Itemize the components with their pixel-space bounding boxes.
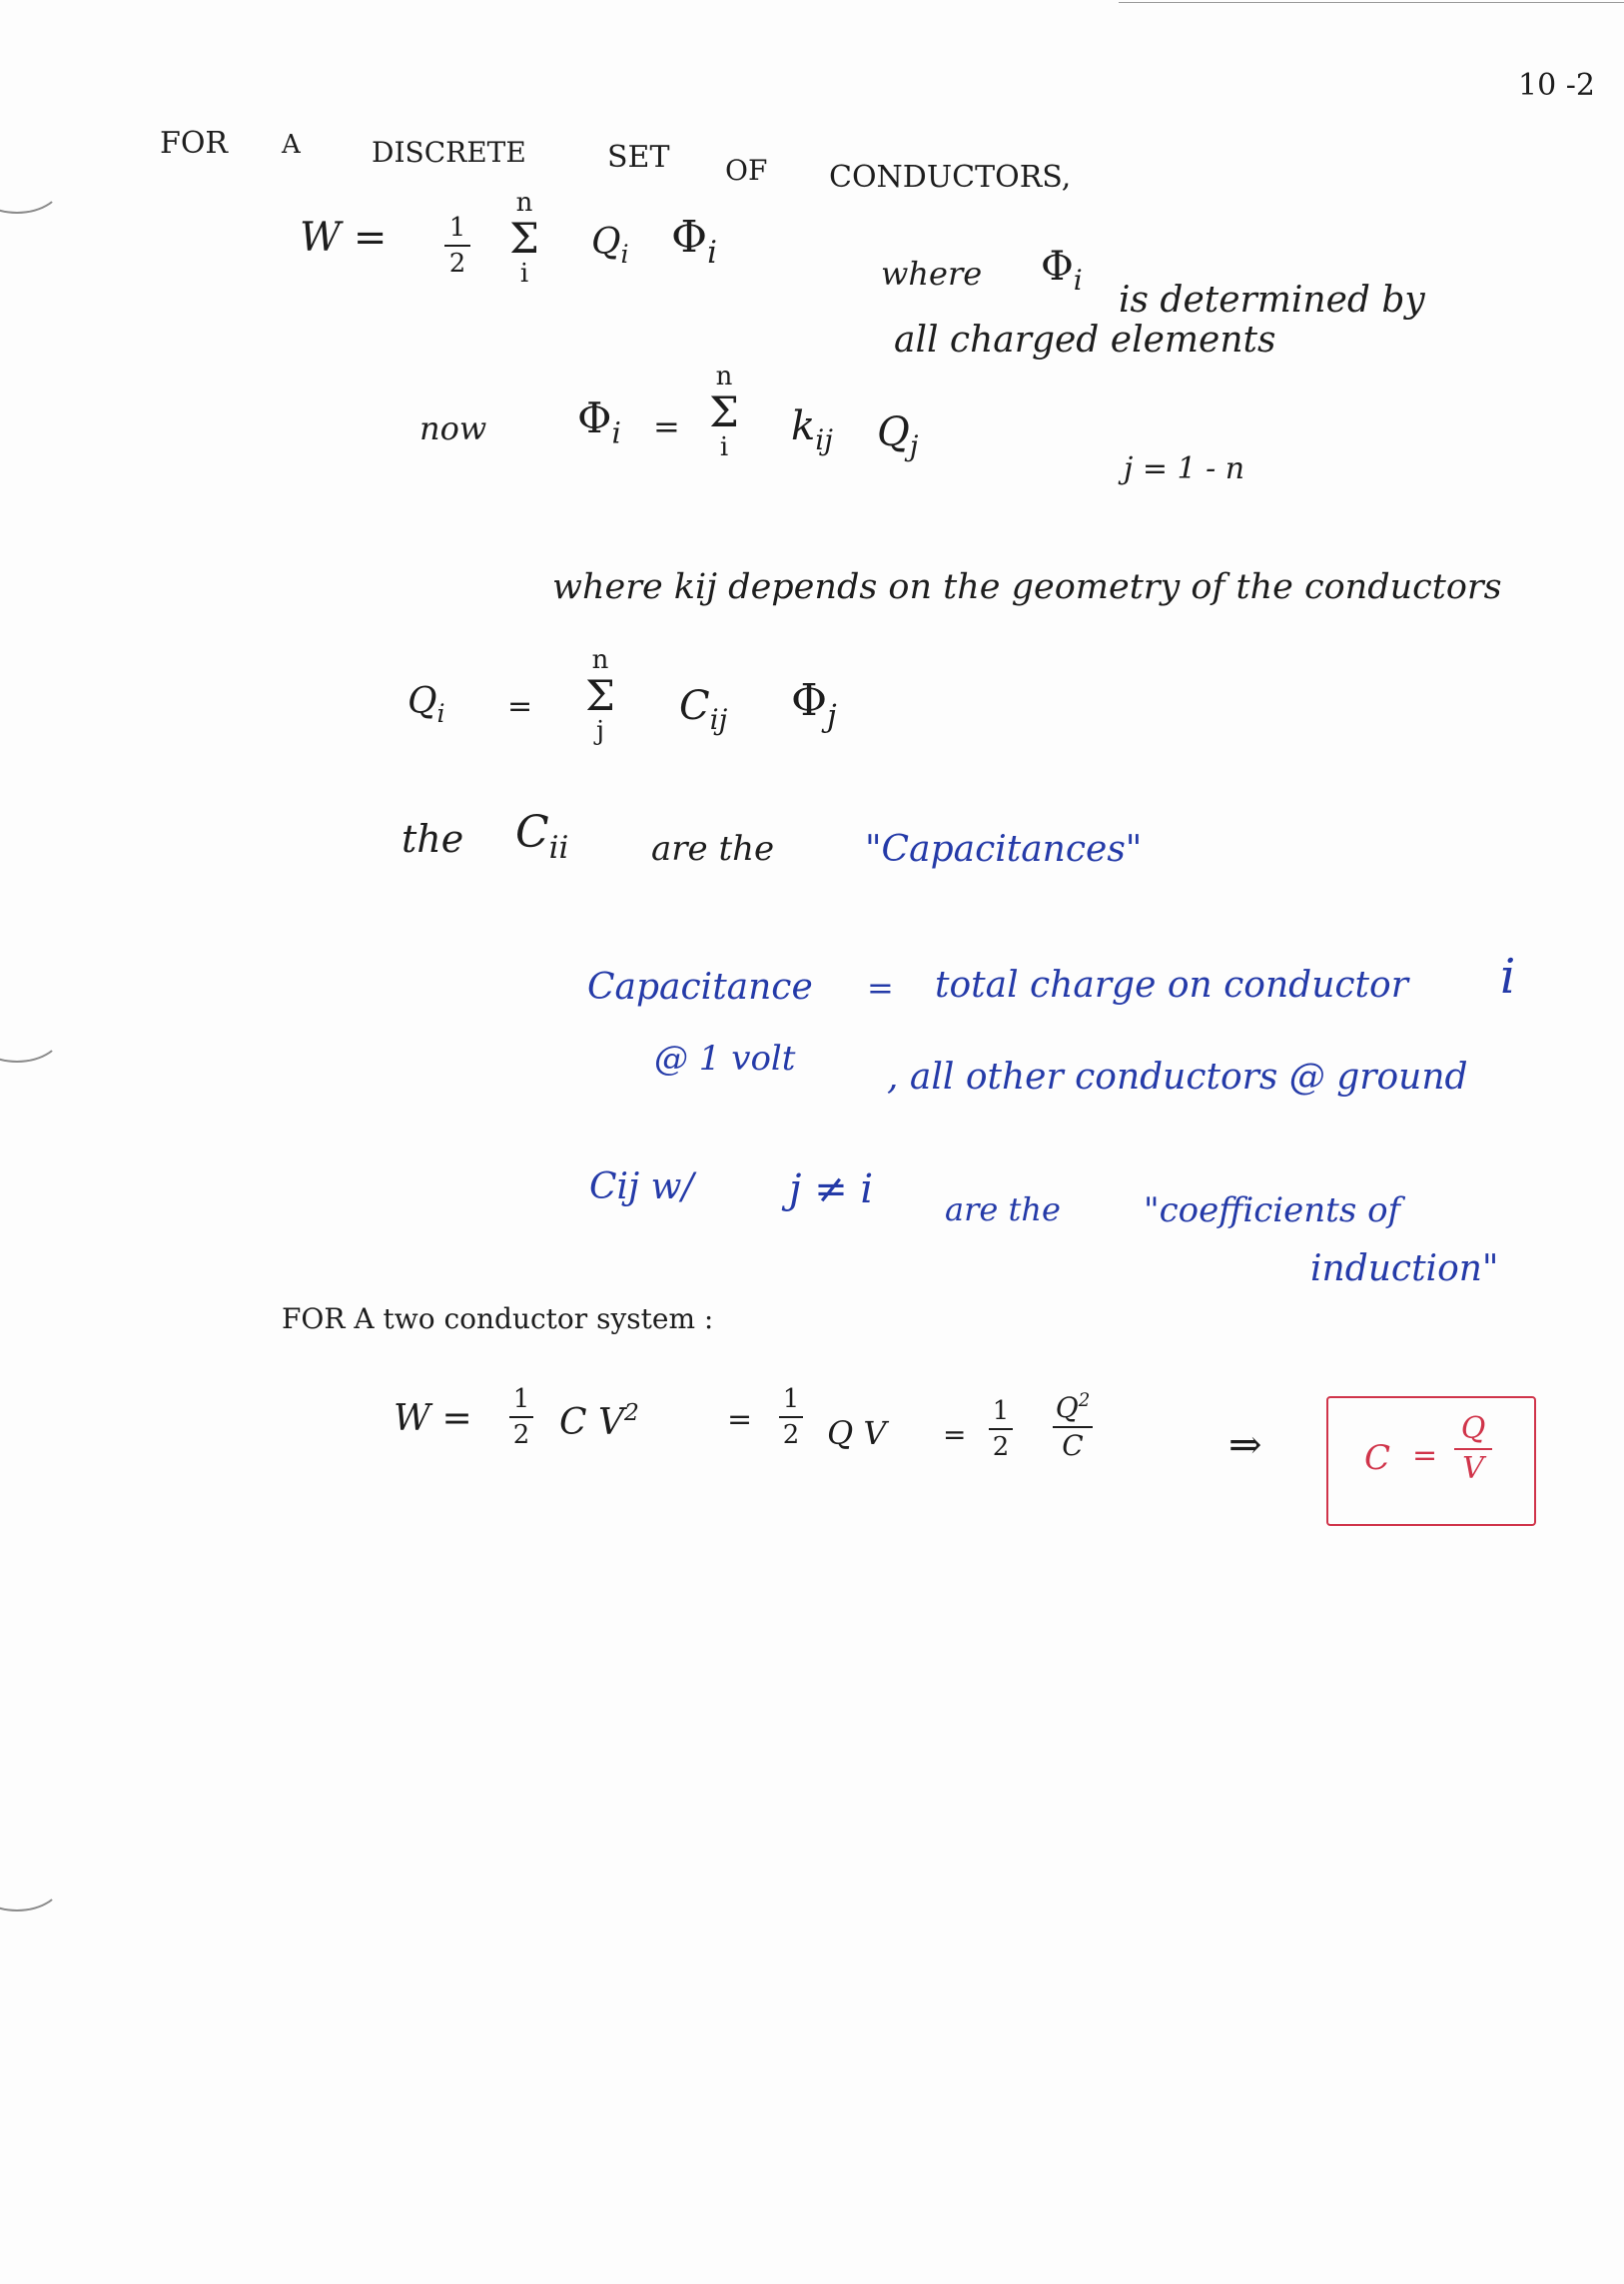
note1-determined: is determined by	[1119, 280, 1425, 321]
eq4-equals-b: =	[943, 1418, 967, 1451]
cap-are-the: are the	[651, 829, 775, 869]
heading-for: FOR	[160, 126, 228, 161]
heading-conductors: CONDUCTORS,	[829, 160, 1072, 195]
result-q-over-v: Q V	[1454, 1414, 1492, 1484]
page-edge-line	[1119, 2, 1624, 3]
result-equals: =	[1412, 1438, 1438, 1473]
coef-induction: induction"	[1310, 1248, 1499, 1289]
eq4-half-3: 1 2	[989, 1398, 1013, 1460]
note1-line2: all charged elements	[894, 320, 1276, 361]
eq4-q2-over-c: $Q^2$ C	[1053, 1392, 1093, 1460]
eq4-qv: Q V	[827, 1414, 887, 1452]
eq2-phi: $\Phi_i$	[577, 393, 621, 450]
eq2-now: now	[419, 409, 487, 447]
eq3-equals: =	[507, 689, 533, 724]
result-c: C	[1364, 1438, 1391, 1478]
implies-arrow: ⇒	[1228, 1422, 1262, 1468]
note1-where: where	[881, 255, 983, 293]
punch-hole-mark	[0, 150, 64, 214]
punch-hole-mark	[0, 1848, 64, 1911]
eq1-phi: $\Phi_i$	[671, 212, 717, 271]
heading-discrete: DISCRETE	[372, 136, 526, 169]
eq2-equals: =	[653, 407, 680, 445]
eq1-q: $Q_i$	[591, 222, 629, 269]
def-i: i	[1500, 949, 1516, 1005]
eq1-half: 1 2	[444, 215, 470, 277]
eq3-c: $C_{ij}$	[679, 683, 728, 736]
cap-the: the	[402, 817, 464, 861]
eq1-sum: n Σ i	[509, 188, 539, 290]
eq4-half-2: 1 2	[779, 1386, 803, 1448]
coef-cij: Cij w/	[589, 1166, 694, 1207]
cap-cii: $C_{ii}$	[515, 807, 569, 866]
eq4-equals-a: =	[727, 1402, 753, 1437]
coef-are-the: are the	[945, 1190, 1061, 1228]
coef-quoted: "coefficients of	[1144, 1190, 1401, 1230]
eq4-w: W =	[394, 1398, 472, 1439]
eq2-k: $k_{ij}$	[791, 403, 833, 456]
eq2-sum: n Σ i	[709, 362, 739, 463]
eq3-q: $Q_i$	[407, 681, 445, 728]
heading-set: SET	[607, 140, 670, 175]
page-number: 10 -2	[1518, 68, 1595, 103]
eq1-lhs: W =	[300, 215, 388, 261]
eq3-sum: n Σ j	[585, 645, 615, 747]
note2: where kij depends on the geometry of the conductors	[552, 567, 1502, 607]
heading-a: A	[282, 130, 301, 160]
eq4-cv2: C $V^2$	[559, 1398, 639, 1444]
eq3-phi: $\Phi_j$	[791, 675, 837, 734]
heading-of: OF	[725, 154, 768, 187]
punch-hole-mark	[0, 999, 64, 1063]
eq2-q: $Q_j$	[877, 409, 919, 462]
eq4-half-1: 1 2	[509, 1386, 533, 1448]
def-one-volt: @ 1 volt	[654, 1039, 796, 1079]
def-lhs: Capacitance	[587, 967, 813, 1008]
def-others-ground: , all other conductors @ ground	[887, 1057, 1468, 1098]
def-equals: =	[867, 969, 894, 1007]
cap-quoted: "Capacitances"	[865, 829, 1143, 870]
eq2-range: j = 1 - n	[1124, 451, 1245, 486]
coef-cond: j ≠ i	[789, 1166, 874, 1212]
two-conductor-heading: FOR A two conductor system :	[282, 1302, 714, 1335]
def-rhs: total charge on conductor	[935, 965, 1408, 1006]
note1-phi: $\Phi_i$	[1041, 244, 1083, 297]
